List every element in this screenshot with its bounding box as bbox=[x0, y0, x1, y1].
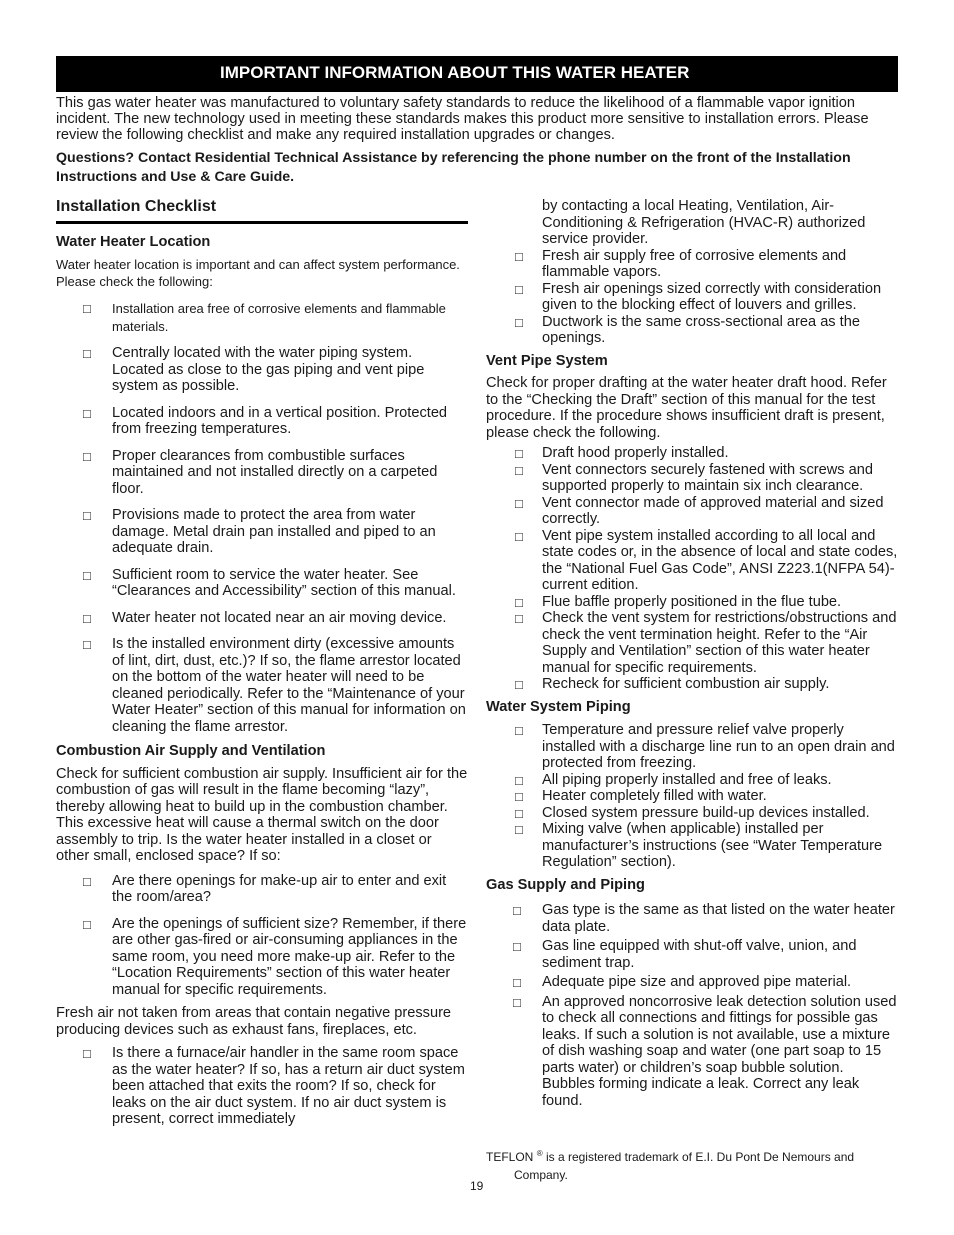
checkbox-icon: □ bbox=[83, 448, 91, 464]
checklist-item: □ Centrally located with the water piping system. Located as close to the gas piping and vent pipe system as possible. bbox=[83, 345, 425, 394]
checklist-item: □ Ductwork is the same cross-sectional area as the openings. bbox=[515, 313, 860, 346]
checkbox-icon: □ bbox=[83, 1046, 91, 1061]
combustion-intro-text: Check for sufficient combustion air supply. Insufficient air for the combustion of gas will result in the flame becoming “lazy”, thereby allowing heat to build up in the combustion chamber. This excessive heat will cause a thermal switch on the door assembly to trip. Is the water heater installed in a closet or other small, enclosed space? If so: bbox=[56, 765, 468, 864]
checklist-item: □ Check the vent system for restrictions/obstructions and check the vent termination height. Refer to the “Air Supply and Ventilation” section of this water heater manual for specific requirements. bbox=[515, 610, 897, 676]
checkbox-icon: □ bbox=[515, 528, 523, 544]
checkbox-icon: □ bbox=[515, 611, 523, 626]
checkbox-icon: □ bbox=[513, 994, 521, 1010]
location-checklist bbox=[56, 300, 468, 735]
checkbox-icon: □ bbox=[515, 677, 523, 692]
checklist-item: □ All piping properly installed and free of leaks. bbox=[515, 771, 832, 788]
combustion-air-heading: Combustion Air Supply and Ventilation bbox=[56, 743, 326, 759]
checklist-item: □ Proper clearances from combustible surfaces maintained and not installed directly on a carpeted floor. bbox=[83, 447, 438, 497]
gas-checklist bbox=[486, 902, 900, 1109]
checkbox-icon: □ bbox=[515, 314, 523, 330]
checkbox-icon: □ bbox=[83, 873, 91, 889]
checkbox-icon: □ bbox=[513, 975, 521, 990]
checkbox-icon: □ bbox=[515, 446, 523, 461]
checklist-item: □ Gas line equipped with shut-off valve, union, and sediment trap. bbox=[513, 938, 857, 971]
checkbox-icon: □ bbox=[83, 346, 91, 361]
fresh-air-text: Fresh air not taken from areas that contain negative pressure producing devices such as exhaust fans, fireplaces, etc. bbox=[56, 1005, 452, 1038]
checklist-item: □ Flue baffle properly positioned in the flue tube. bbox=[515, 593, 842, 610]
checklist-item: □ Heater completely filled with water. bbox=[515, 788, 767, 804]
checkbox-icon: □ bbox=[515, 789, 523, 804]
vent-intro-text: Check for proper drafting at the water heater draft hood. Refer to the “Checking the Draft” section of this manual for the test procedure. If the procedure shows insufficient draft is present, please check the following. bbox=[486, 375, 887, 441]
water-checklist bbox=[486, 722, 900, 871]
air-handler-checklist bbox=[56, 1045, 468, 1128]
checklist-item: □ Located indoors and in a vertical position. Protected from freezing temperatures. bbox=[83, 404, 448, 437]
combustion-checklist-continued bbox=[486, 248, 900, 347]
checklist-item: □ Fresh air supply free of corrosive elements and flammable vapors. bbox=[515, 247, 847, 280]
checkbox-icon: □ bbox=[515, 281, 523, 297]
trademark-text-continued: Company. bbox=[514, 1168, 568, 1182]
page-banner: IMPORTANT INFORMATION ABOUT THIS WATER HEATER bbox=[56, 56, 898, 92]
location-intro-text: Water heater location is important and can affect system performance. Please check the following: bbox=[56, 257, 460, 289]
checklist-item: □ Sufficient room to service the water heater. See “Clearances and Accessibility” section of this manual. bbox=[83, 566, 456, 599]
checkbox-icon: □ bbox=[515, 805, 523, 821]
left-column bbox=[56, 198, 468, 1138]
checkbox-icon: □ bbox=[83, 567, 91, 583]
checklist-item: □ Fresh air openings sized correctly with consideration given to the blocking effect of louvers and grilles. bbox=[515, 280, 882, 313]
checkbox-icon: □ bbox=[515, 594, 523, 610]
checklist-item: □ Are there openings for make-up air to enter and exit the room/area? bbox=[83, 872, 447, 905]
checklist-item: □ Is there a furnace/air handler in the same room space as the water heater? If so, has a return air duct system been attached that exits the room? If so, check for leaks on the air duct system. If no air duct system is present, correct immediately bbox=[83, 1045, 465, 1127]
checkbox-icon: □ bbox=[83, 405, 91, 421]
vent-checklist bbox=[486, 445, 900, 693]
trademark-text: is a registered trademark of E.I. Du Pont De Nemours and bbox=[545, 1150, 855, 1164]
checklist-item: □ Adequate pipe size and approved pipe material. bbox=[513, 974, 852, 990]
checklist-item: □ Gas type is the same as that listed on the water heater data plate. bbox=[513, 902, 895, 935]
checklist-item: □ Installation area free of corrosive elements and flammable materials. bbox=[83, 301, 446, 334]
checkbox-icon: □ bbox=[513, 903, 521, 918]
checkbox-icon: □ bbox=[83, 508, 91, 523]
checkbox-icon: □ bbox=[513, 939, 521, 954]
checklist-item: □ Mixing valve (when applicable) installed per manufacturer’s instructions (see “Water Temperature Regulation” section). bbox=[515, 821, 883, 870]
checkbox-icon: □ bbox=[515, 462, 523, 478]
continuation-text: by contacting a local Heating, Ventilation, Air-Conditioning & Refrigeration (HVAC-R) authorized service provider. bbox=[542, 198, 866, 247]
installation-checklist-heading: Installation Checklist bbox=[56, 199, 468, 224]
trademark-footnote bbox=[486, 1145, 900, 1184]
checkbox-icon: □ bbox=[515, 248, 523, 264]
checklist-item: □ Vent connectors securely fastened with screws and supported properly to maintain six inch clearance. bbox=[515, 461, 873, 494]
water-system-heading: Water System Piping bbox=[486, 698, 631, 715]
checklist-item: □ Vent pipe system installed according to all local and state codes or, in the absence of local and state codes, the “National Fuel Gas Code”, ANSI Z223.1(NFPA 54)-current edition. bbox=[515, 527, 898, 593]
page-number: 19 bbox=[470, 1179, 484, 1193]
registered-mark: ® bbox=[536, 1149, 543, 1158]
checkbox-icon: □ bbox=[83, 916, 91, 932]
vent-pipe-heading: Vent Pipe System bbox=[486, 352, 608, 369]
checklist-item: □ Water heater not located near an air moving device. bbox=[83, 609, 447, 626]
checkbox-icon: □ bbox=[515, 723, 523, 738]
trademark-brand: TEFLON bbox=[486, 1150, 534, 1164]
checkbox-icon: □ bbox=[515, 772, 523, 788]
right-column bbox=[486, 198, 900, 1109]
checklist-item: □ An approved noncorrosive leak detection solution used to check all connections and fittings for possible gas leaks. If such a solution is not available, use a mixture of dish washing soap and water (one part soap to 15 parts water) or children’s soap bubble solution. Bubbles forming indicate a leak. Correct any leak found. bbox=[513, 993, 897, 1109]
checklist-item: □ Is the installed environment dirty (excessive amounts of lint, dirt, dust, etc.)? If so, the flame arrestor located on the bottom of the water heater will need to be cleaned periodically. Refer to the “Maintenance of your Water Heater” section of this manual for information on cleaning the flame arrestor. bbox=[83, 636, 466, 735]
checklist-item: □ Vent connector made of approved material and sized correctly. bbox=[515, 494, 884, 527]
combustion-checklist bbox=[56, 873, 468, 999]
checklist-item: □ Recheck for sufficient combustion air supply. bbox=[515, 676, 830, 692]
checklist-item: □ Are the openings of sufficient size? Remember, if there are other gas-fired or air-consuming appliances in the same room, you need more make-up air. Refer to the “Location Requirements” section of this water heater manual for specific requirements. bbox=[83, 915, 467, 998]
checkbox-icon: □ bbox=[83, 637, 91, 652]
water-heater-location-heading: Water Heater Location bbox=[56, 233, 211, 250]
checkbox-icon: □ bbox=[515, 822, 523, 837]
checklist-item: □ Closed system pressure build-up devices installed. bbox=[515, 804, 870, 821]
checkbox-icon: □ bbox=[83, 301, 91, 316]
gas-supply-heading: Gas Supply and Piping bbox=[486, 876, 645, 893]
checklist-item: □ Temperature and pressure relief valve properly installed with a discharge line run to an open drain and protected from freezing. bbox=[515, 722, 895, 771]
checklist-item: □ Draft hood properly installed. bbox=[515, 445, 729, 461]
questions-notice: Questions? Contact Residential Technical Assistance by referencing the phone number on the front of the Installation Instructions and Use & Care Guide. bbox=[56, 150, 851, 185]
intro-paragraph: This gas water heater was manufactured to voluntary safety standards to reduce the likelihood of a flammable vapor ignition incident. The new technology used in meeting these standards makes this product more sensitive to installation errors. Please review the following checklist and make any required installation upgrades or changes. bbox=[56, 95, 869, 143]
checkbox-icon: □ bbox=[83, 610, 91, 626]
checkbox-icon: □ bbox=[515, 495, 523, 511]
checklist-item: □ Provisions made to protect the area from water damage. Metal drain pan installed and piped to an adequate drain. bbox=[83, 507, 436, 556]
